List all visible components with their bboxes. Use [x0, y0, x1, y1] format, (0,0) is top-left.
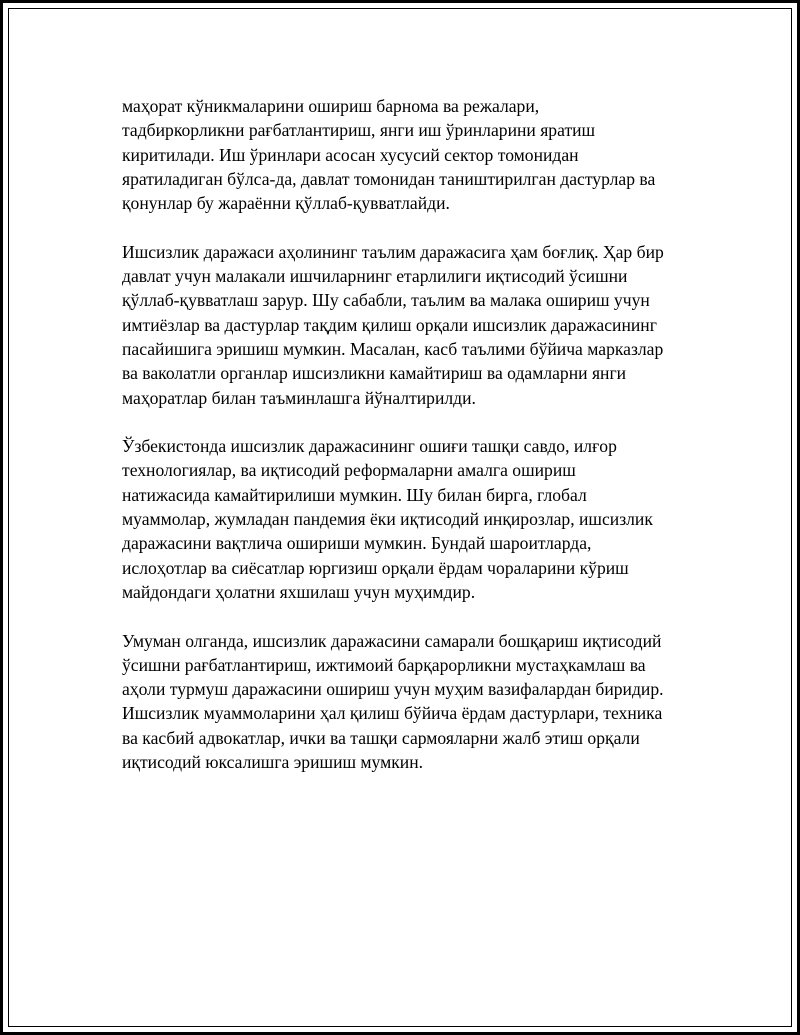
text-line: технологиялар, ва иқтисодий реформаларни амалга ошириш: [122, 460, 576, 481]
text-line: ислоҳотлар ва сиёсатлар юргизиш орқали ёрдам чораларини кўриш: [122, 557, 629, 578]
text-line: маҳоратлар билан таъминлашга йўналтирилди.: [122, 387, 476, 408]
text-line: Ишсизлик муаммоларини ҳал қилиш бўйича ёрдам дастурлари, техника: [122, 703, 663, 724]
text-line: яратиладиган бўлса-да, давлат томонидан таништирилган дастурлар ва: [122, 168, 656, 189]
text-line: майдондаги ҳолатни яхшилаш учун муҳимдир.: [122, 581, 476, 602]
text-line: Ишсизлик даражаси аҳолининг таълим даражасига ҳам боғлиқ. Ҳар бир: [122, 241, 664, 262]
text-line: киритилади. Иш ўринлари асосан хусусий сектор томонидан: [122, 144, 579, 165]
text-line: ва ваколатли органлар ишсизликни камайтириш ва одамларни янги: [122, 363, 627, 384]
text-line: ва касбий адвокатлар, ички ва ташқи сармояларни жалб этиш орқали: [122, 727, 640, 748]
text-line: муаммолар, жумладан пандемия ёки иқтисодий инқирозлар, ишсизлик: [122, 509, 653, 530]
text-line: маҳорат кўникмаларини ошириш барнома ва режалари,: [122, 96, 540, 116]
text-line: тадбиркорликни рағбатлантириш, янги иш ўринларини яратиш: [122, 120, 596, 141]
paragraph-2: [122, 240, 702, 410]
text-line: қўллаб-қувватлаш зарур. Шу сабабли, таълим ва малака ошириш учун: [122, 290, 650, 311]
text-line: аҳоли турмуш даражасини ошириш учун муҳим вазифалардан биридир.: [122, 679, 664, 700]
document-body: [122, 94, 702, 799]
paragraph-1: [122, 94, 702, 215]
text-line: иқтисодий юксалишга эришиш мумкин.: [122, 752, 424, 773]
text-line: имтиёзлар ва дастурлар тақдим қилиш орқали ишсизлик даражасининг: [122, 314, 657, 335]
text-line: Ўзбекистонда ишсизлик даражасининг ошиғи ташқи савдо, илғор: [122, 436, 617, 457]
text-line: пасайишига эришиш мумкин. Масалан, касб таълими бўйича марказлар: [122, 338, 664, 359]
paragraph-3: [122, 434, 702, 604]
text-line: ўсишни рағбатлантириш, ижтимоий барқарорликни мустаҳкамлаш ва: [122, 654, 646, 675]
paragraph-4: [122, 629, 702, 775]
text-line: давлат учун малакали ишчиларнинг етарлилиги иқтисодий ўсишни: [122, 266, 628, 287]
text-line: қонунлар бу жараённи қўллаб-қувватлайди.: [122, 193, 450, 214]
text-line: Умуман олганда, ишсизлик даражасини самарали бошқариш иқтисодий: [122, 630, 662, 651]
text-line: даражасини вақтлича ошириши мумкин. Бундай шароитларда,: [122, 533, 592, 554]
text-line: натижасида камайтирилиши мумкин. Шу билан бирга, глобал: [122, 484, 587, 505]
